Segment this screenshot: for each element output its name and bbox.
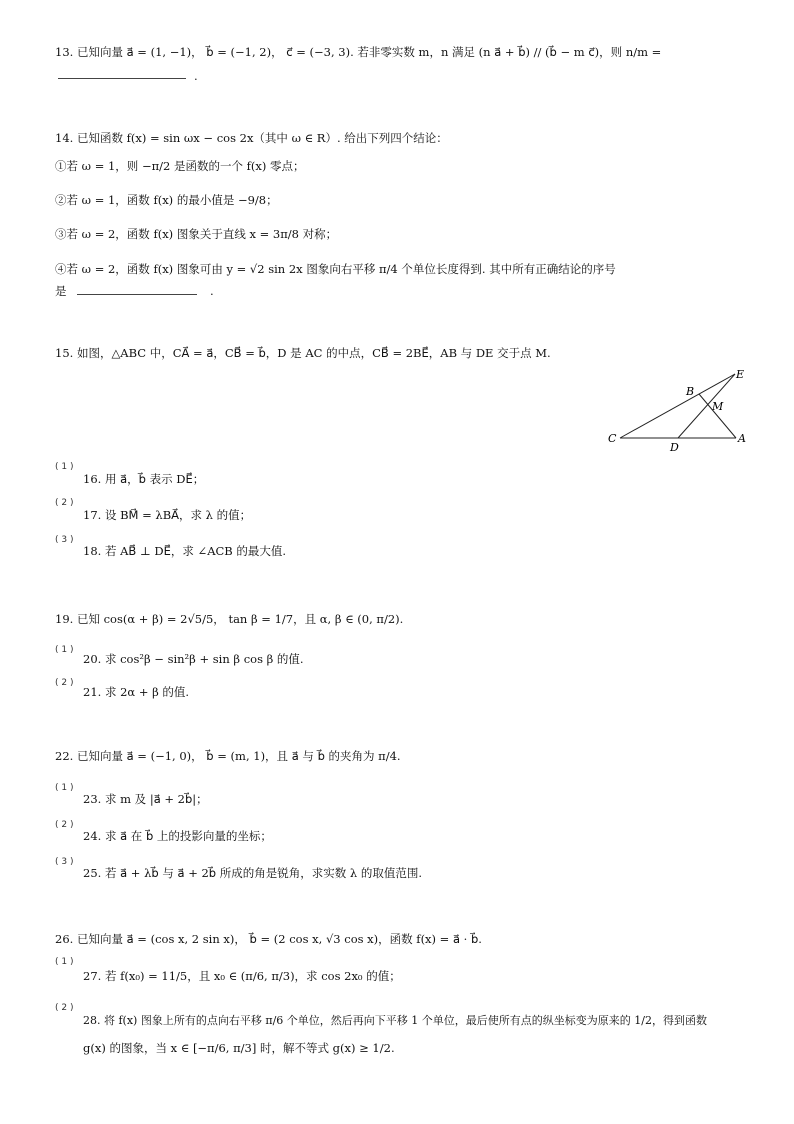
q14-tail: . — [210, 284, 214, 298]
q14-answer-blank[interactable] — [77, 294, 197, 295]
q22-sub2-mark: ( 2 ) — [55, 820, 74, 830]
q13-text: 13. 已知向量 a⃗ = (1, −1)， b⃗ = (−1, 2)， c⃗ = (−3, 3). 若非零实数 m，n 满足 (n a⃗ + b⃗) // (b⃗ − m c⃗)，则 n/m = — [55, 45, 662, 59]
q14-conclusion-3: ③若 ω = 2，函数 f(x) 图象关于直线 x = 3π/8 对称； — [55, 227, 338, 241]
q26-sub1-mark: ( 1 ) — [55, 957, 74, 967]
q22-sub1-mark: ( 1 ) — [55, 783, 74, 793]
q19-text: 19. 已知 cos(α + β) = 2√5/5， tan β = 1/7，且 α, β ∈ (0, π/2). — [55, 612, 404, 626]
q26-sub2-line2: g(x) 的图象，当 x ∈ [−π/6, π/3] 时，解不等式 g(x) ≥ 1/2. — [83, 1041, 395, 1055]
q19-sub2: 21. 求 2α + β 的值. — [83, 685, 190, 699]
label-e: E — [736, 368, 745, 381]
q15-sub1: 16. 用 a⃗，b⃗ 表示 DE⃗； — [83, 472, 205, 486]
segment-ab — [699, 394, 736, 438]
label-d: D — [670, 441, 679, 454]
q13-tail: . — [194, 69, 198, 83]
q15-sub3: 18. 若 AB⃗ ⊥ DE⃗，求 ∠ACB 的最大值. — [83, 544, 287, 558]
q22-sub3: 25. 若 a⃗ + λb⃗ 与 a⃗ + 2b⃗ 所成的角是锐角，求实数 λ 的取值范围. — [83, 866, 423, 880]
q13-answer-blank[interactable] — [58, 78, 186, 79]
q19-sub1-mark: ( 1 ) — [55, 645, 74, 655]
q14-conclusion-4: ④若 ω = 2，函数 f(x) 图象可由 y = √2 sin 2x 图象向右平移 π/4 个单位长度得到. 其中所有正确结论的序号 — [55, 262, 616, 276]
q26-sub2-line1: 28. 将 f(x) 图象上所有的点向右平移 π/6 个单位，然后再向下平移 1 个单位，最后使所有点的纵坐标变为原来的 1/2，得到函数 — [83, 1014, 707, 1027]
label-c: C — [608, 432, 617, 445]
label-a: A — [738, 432, 746, 445]
q14-conclusion-tail: 是 — [55, 284, 67, 298]
q14-intro: 14. 已知函数 f(x) = sin ωx − cos 2x（其中 ω ∈ R）. 给出下列四个结论： — [55, 131, 448, 145]
q19-sub1: 20. 求 cos²β − sin²β + sin β cos β 的值. — [83, 652, 304, 666]
q15-text: 15. 如图，△ABC 中，CA⃗ = a⃗，CB⃗ = b⃗，D 是 AC 的中点，CB⃗ = 2BE⃗，AB 与 DE 交于点 M. — [55, 346, 551, 360]
q22-sub1: 23. 求 m 及 |a⃗ + 2b⃗|； — [83, 792, 208, 806]
label-m: M — [712, 400, 724, 413]
q14-conclusion-2: ②若 ω = 1，函数 f(x) 的最小值是 −9/8； — [55, 193, 278, 207]
segment-de — [678, 374, 735, 438]
label-b: B — [686, 385, 695, 398]
q26-sub1: 27. 若 f(x₀) = 11/5，且 x₀ ∈ (π/6, π/3)，求 cos 2x₀ 的值； — [83, 969, 401, 983]
q15-sub3-mark: ( 3 ) — [55, 535, 74, 545]
q19-sub2-mark: ( 2 ) — [55, 678, 74, 688]
q15-sub2: 17. 设 BM⃗ = λBA⃗，求 λ 的值； — [83, 508, 252, 522]
q26-text: 26. 已知向量 a⃗ = (cos x, 2 sin x)， b⃗ = (2 cos x, √3 cos x)，函数 f(x) = a⃗ · b⃗. — [55, 932, 482, 946]
q22-sub2: 24. 求 a⃗ 在 b⃗ 上的投影向量的坐标； — [83, 829, 272, 843]
q26-sub2-mark: ( 2 ) — [55, 1003, 74, 1013]
q15-sub1-mark: ( 1 ) — [55, 462, 74, 472]
q14-conclusion-1: ①若 ω = 1，则 −π/2 是函数的一个 f(x) 零点； — [55, 159, 305, 173]
segment-ce — [620, 374, 735, 438]
q22-sub3-mark: ( 3 ) — [55, 857, 74, 867]
q15-sub2-mark: ( 2 ) — [55, 498, 74, 508]
q22-text: 22. 已知向量 a⃗ = (−1, 0)， b⃗ = (m, 1)，且 a⃗ 与 b⃗ 的夹角为 π/4. — [55, 749, 401, 763]
